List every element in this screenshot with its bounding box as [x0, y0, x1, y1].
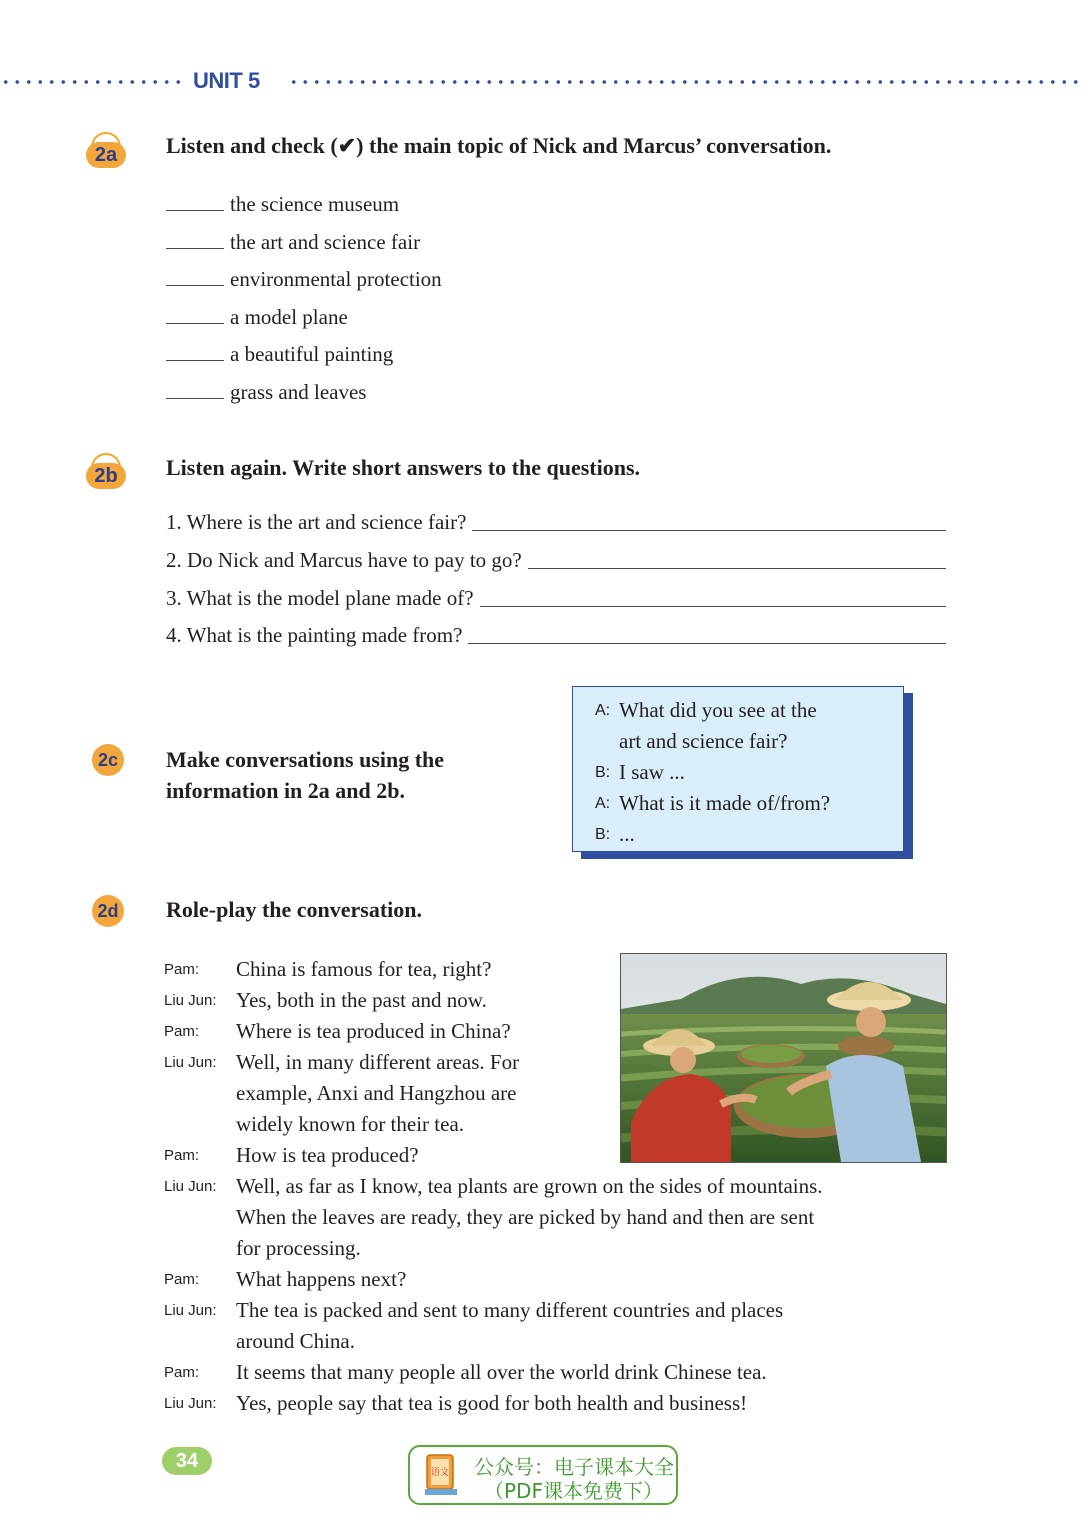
check-item — [166, 190, 399, 220]
check-item — [166, 378, 366, 408]
question-text: 1. Where is the art and science fair? — [166, 510, 467, 534]
unit-title: UNIT 5 — [193, 68, 260, 93]
speaker-label: Pam: — [164, 1023, 200, 1040]
dialogue-line: What happens next? — [236, 1267, 407, 1291]
question-text: 3. What is the model plane made of? — [166, 586, 474, 610]
dialogue-turn — [164, 1388, 964, 1419]
speaker-label: B: — [595, 764, 611, 781]
dialogue-turn — [164, 1140, 964, 1171]
speaker-label: Pam: — [164, 1364, 200, 1381]
check-blank[interactable] — [166, 228, 224, 249]
dialogue-line: widely known for their tea. — [236, 1112, 465, 1136]
badge-label: 2a — [86, 142, 126, 168]
check-blank[interactable] — [166, 265, 224, 286]
check-item-label: the science museum — [230, 192, 400, 216]
conversation-line — [573, 726, 903, 757]
dialogue-line: Yes, both in the past and now. — [236, 988, 487, 1012]
dialogue-turn — [164, 985, 964, 1016]
dialogue-line: It seems that many people all over the world drink Chinese tea. — [236, 1360, 767, 1384]
speaker-label: Liu Jun: — [164, 992, 217, 1009]
answer-line[interactable] — [528, 568, 946, 569]
dialogue-line: for processing. — [236, 1236, 361, 1260]
svg-text:语文: 语文 — [430, 1468, 450, 1478]
role-play-dialogue — [164, 954, 964, 1419]
conversation-line — [573, 695, 903, 726]
answer-line[interactable] — [472, 530, 946, 531]
dialogue-line: Well, as far as I know, tea plants are grown on the sides of mountains. — [236, 1174, 823, 1198]
dialogue-turn — [164, 954, 964, 985]
conversation-text: What did you see at the — [619, 698, 817, 722]
speaker-label: Pam: — [164, 961, 200, 978]
speaker-label: Liu Jun: — [164, 1178, 217, 1195]
speaker-label: A: — [595, 795, 611, 812]
speaker-label: Liu Jun: — [164, 1395, 217, 1412]
check-item — [166, 265, 442, 295]
check-item-label: grass and leaves — [230, 380, 367, 404]
heading-2d: Role-play the conversation. — [166, 897, 423, 922]
speaker-label: Pam: — [164, 1271, 200, 1288]
dialogue-turn — [164, 1171, 964, 1264]
dialogue-turn — [164, 1016, 964, 1047]
question-row — [166, 548, 946, 573]
check-item — [166, 340, 393, 370]
badge-label: 2c — [92, 744, 124, 776]
question-text: 2. Do Nick and Marcus have to pay to go? — [166, 548, 522, 572]
unit-header — [0, 68, 1087, 98]
conversation-text: ... — [619, 822, 635, 846]
dialogue-turn — [164, 1047, 964, 1140]
heading-2c-line1: Make conversations using the — [166, 747, 445, 772]
dialogue-line: Well, in many different areas. For — [236, 1050, 520, 1074]
badge-2c — [88, 740, 130, 776]
question-text: 4. What is the painting made from? — [166, 623, 463, 647]
dialogue-turn — [164, 1264, 964, 1295]
conversation-line — [573, 788, 903, 819]
stamp-line-2: （PDF课本免费下） — [484, 1479, 663, 1503]
dialogue-line: Yes, people say that tea is good for both health and business! — [236, 1391, 748, 1415]
dialogue-line: China is famous for tea, right? — [236, 957, 492, 981]
badge-2b — [86, 455, 128, 491]
dialogue-line: Where is tea produced in China? — [236, 1019, 511, 1043]
page-number: 34 — [162, 1447, 212, 1475]
heading-2b: Listen again. Write short answers to the questions. — [166, 455, 641, 480]
conversation-text: art and science fair? — [619, 729, 788, 753]
badge-2a — [86, 134, 128, 170]
check-item-label: the art and science fair — [230, 230, 421, 254]
conversation-line — [573, 819, 903, 850]
conversation-text: What is it made of/from? — [619, 791, 831, 815]
speaker-label: B: — [595, 826, 611, 843]
conversation-line — [573, 757, 903, 788]
dialogue-turn — [164, 1295, 964, 1357]
speaker-label: Pam: — [164, 1147, 200, 1164]
dialogue-line: The tea is packed and sent to many different countries and places — [236, 1298, 784, 1322]
check-item — [166, 228, 420, 258]
check-blank[interactable] — [166, 190, 224, 211]
answer-line[interactable] — [480, 606, 946, 607]
watermark-stamp — [408, 1445, 678, 1505]
check-item-label: environmental protection — [230, 267, 442, 291]
answer-line[interactable] — [468, 643, 946, 644]
speaker-label: A: — [595, 702, 611, 719]
badge-label: 2b — [86, 463, 126, 489]
book-logo-icon — [424, 1453, 460, 1497]
header-dots-left — [0, 78, 180, 86]
check-blank[interactable] — [166, 340, 224, 361]
heading-2c — [166, 744, 444, 806]
check-item — [166, 303, 348, 333]
dialogue-line: example, Anxi and Hangzhou are — [236, 1081, 517, 1105]
badge-2d — [88, 891, 130, 927]
question-row — [166, 586, 946, 611]
heading-2a: Listen and check (✔) the main topic of Nick and Marcus’ conversation. — [166, 133, 832, 158]
speaker-label: Liu Jun: — [164, 1302, 217, 1319]
header-dots-right — [288, 78, 1078, 86]
question-row — [166, 510, 946, 535]
speaker-label: Liu Jun: — [164, 1054, 217, 1071]
check-item-label: a beautiful painting — [230, 342, 394, 366]
check-blank[interactable] — [166, 378, 224, 399]
conversation-box — [572, 686, 904, 852]
dialogue-turn — [164, 1357, 964, 1388]
dialogue-line: How is tea produced? — [236, 1143, 419, 1167]
heading-2c-line2: information in 2a and 2b. — [166, 778, 405, 803]
dialogue-line: around China. — [236, 1329, 355, 1353]
stamp-line-1: 公众号：电子课本大全 — [474, 1455, 674, 1479]
dialogue-line: When the leaves are ready, they are picked by hand and then are sent — [236, 1205, 815, 1229]
check-blank[interactable] — [166, 303, 224, 324]
check-item-label: a model plane — [230, 305, 348, 329]
question-row — [166, 623, 946, 648]
conversation-text: I saw ... — [619, 760, 685, 784]
badge-label: 2d — [92, 895, 124, 927]
